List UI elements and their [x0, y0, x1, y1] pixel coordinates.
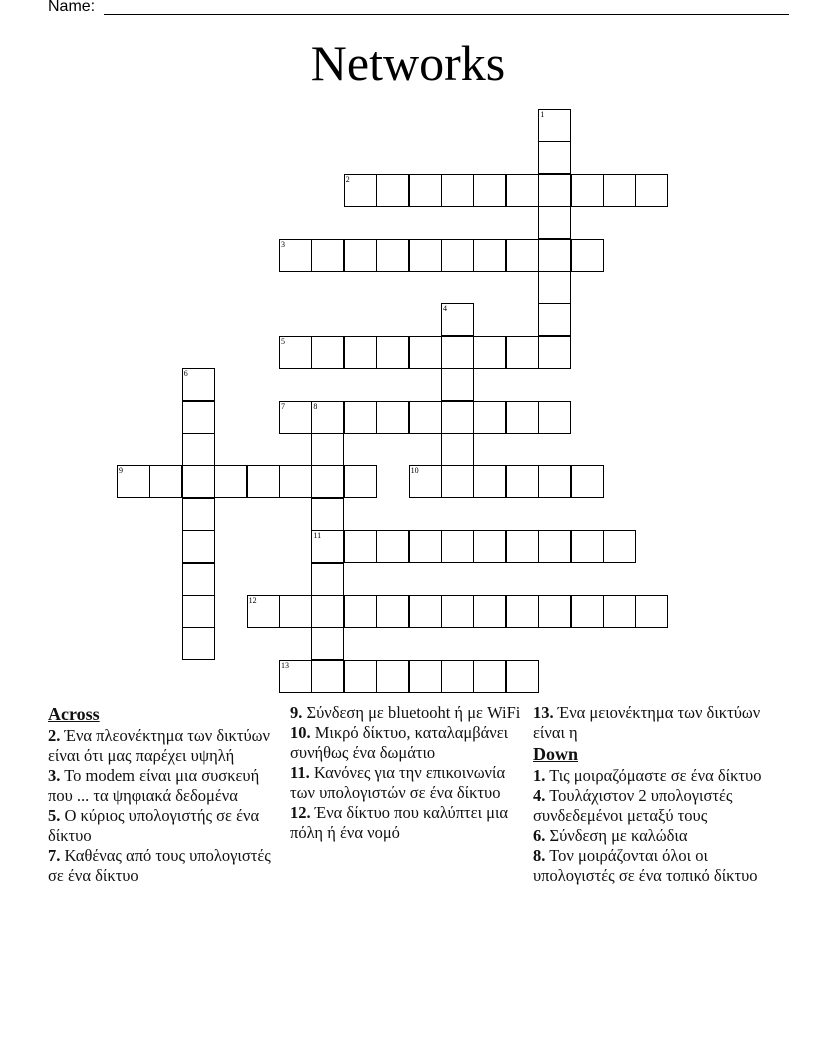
- grid-cell[interactable]: [603, 595, 636, 628]
- grid-cell[interactable]: [182, 627, 215, 660]
- clue-across-3: [48, 766, 283, 806]
- clue-text: Καθένας από τους υπολογιστές σε ένα δίκτυο: [48, 846, 271, 885]
- cell-number: 3: [281, 239, 285, 249]
- page-title: Networks: [310, 35, 506, 91]
- grid-cell[interactable]: [538, 206, 571, 239]
- grid-cell[interactable]: [538, 239, 571, 272]
- grid-cell[interactable]: [409, 530, 442, 563]
- grid-cell[interactable]: [441, 336, 474, 369]
- grid-cell[interactable]: [538, 109, 571, 142]
- clue-number: 5.: [48, 806, 61, 825]
- grid-cell[interactable]: [538, 401, 571, 434]
- grid-cell[interactable]: [311, 465, 344, 498]
- cell-number: 9: [119, 466, 123, 476]
- grid-cell[interactable]: [506, 174, 539, 207]
- grid-cell[interactable]: [247, 595, 280, 628]
- clue-number: 13.: [533, 703, 554, 722]
- grid-cell[interactable]: [571, 595, 604, 628]
- grid-cell[interactable]: [538, 595, 571, 628]
- clues-column-1: [48, 703, 283, 886]
- grid-cell[interactable]: [603, 174, 636, 207]
- grid-cell[interactable]: [279, 239, 312, 272]
- clue-number: 6.: [533, 826, 546, 845]
- name-label: Name:: [48, 0, 96, 15]
- grid-cell[interactable]: [635, 174, 668, 207]
- clue-number: 1.: [533, 766, 546, 785]
- clue-down-4: [533, 786, 768, 826]
- grid-cell[interactable]: [279, 595, 312, 628]
- cell-number: 8: [313, 401, 318, 411]
- clue-text: Μικρό δίκτυο, καταλαμβάνει συνήθως ένα δωμάτιο: [290, 723, 509, 762]
- grid-cell[interactable]: [441, 530, 474, 563]
- grid-cell[interactable]: [441, 303, 474, 336]
- grid-cell[interactable]: [409, 595, 442, 628]
- clue-number: 8.: [533, 846, 546, 865]
- grid-cell[interactable]: [538, 174, 571, 207]
- cell-number: 2: [345, 174, 350, 184]
- grid-cell[interactable]: [344, 595, 377, 628]
- grid-cell[interactable]: [344, 465, 377, 498]
- across-heading: Across: [48, 704, 100, 724]
- clue-down-8: [533, 846, 768, 886]
- clue-number: 10.: [290, 723, 311, 742]
- grid-cell[interactable]: [376, 401, 409, 434]
- grid-cell[interactable]: [506, 660, 539, 693]
- grid-cell[interactable]: [441, 660, 474, 693]
- grid-cell[interactable]: [344, 239, 377, 272]
- grid-cell[interactable]: [182, 563, 215, 596]
- cell-number: 12: [248, 596, 257, 605]
- grid-cell[interactable]: [538, 141, 571, 174]
- grid-cell[interactable]: [441, 239, 474, 272]
- grid-cell[interactable]: [376, 530, 409, 563]
- clue-text: Ένα πλεονέκτημα των δικτύων είναι ότι μας παρέχει υψηλή: [48, 726, 270, 765]
- clue-number: 3.: [48, 766, 61, 785]
- clues-column-2: [290, 703, 525, 843]
- grid-cell[interactable]: [311, 433, 344, 466]
- clue-number: 2.: [48, 726, 61, 745]
- grid-cell[interactable]: [538, 465, 571, 498]
- grid-cell[interactable]: [571, 174, 604, 207]
- down-heading: Down: [533, 744, 579, 764]
- grid-cell[interactable]: [441, 401, 474, 434]
- clue-text: Ένα μειονέκτημα των δικτύων είναι η: [533, 703, 761, 742]
- grid-cell[interactable]: [441, 595, 474, 628]
- grid-cell[interactable]: [376, 595, 409, 628]
- grid-cell[interactable]: [344, 660, 377, 693]
- grid-cell[interactable]: [344, 530, 377, 563]
- clue-across-11: [290, 763, 525, 803]
- clue-down-6: [533, 826, 768, 846]
- clue-text: Κανόνες για την επικοινωνία των υπολογιστών σε ένα δίκτυο: [290, 763, 506, 802]
- grid-cell[interactable]: [441, 174, 474, 207]
- grid-cell[interactable]: [311, 530, 344, 563]
- clue-number: 7.: [48, 846, 61, 865]
- clue-text: Ένα δίκτυο που καλύπτει μια πόλη ή ένα νομό: [290, 803, 509, 842]
- grid-cell[interactable]: [538, 303, 571, 336]
- grid-cell[interactable]: [311, 595, 344, 628]
- grid-cell[interactable]: [473, 174, 506, 207]
- grid-cell[interactable]: [409, 465, 442, 498]
- grid-cell[interactable]: [311, 401, 344, 434]
- grid-cell[interactable]: [182, 595, 215, 628]
- grid-cell[interactable]: [344, 401, 377, 434]
- grid-cell[interactable]: [571, 465, 604, 498]
- cell-number: 1: [540, 110, 545, 119]
- clue-across-12: [290, 803, 525, 843]
- clue-across-10: [290, 723, 525, 763]
- grid-cell[interactable]: [473, 239, 506, 272]
- clue-text: Τουλάχιστον 2 υπολογιστές συνδεδεμένοι μεταξύ τους: [533, 786, 733, 825]
- grid-cell[interactable]: [506, 595, 539, 628]
- grid-cell[interactable]: [279, 660, 312, 693]
- clue-across-2: [48, 726, 283, 766]
- cell-number: 10: [410, 466, 419, 476]
- cell-number: 7: [281, 401, 285, 411]
- grid-cell[interactable]: [344, 174, 377, 207]
- grid-cell[interactable]: [376, 660, 409, 693]
- grid-cell[interactable]: [441, 465, 474, 498]
- cell-number: 5: [281, 336, 285, 346]
- cell-number: 6: [183, 369, 188, 379]
- grid-cell[interactable]: [409, 239, 442, 272]
- clue-text: Τον μοιράζονται όλοι οι υπολογιστές σε ένα τοπικό δίκτυο: [533, 846, 758, 885]
- grid-cell[interactable]: [571, 530, 604, 563]
- grid-cell[interactable]: [247, 465, 280, 498]
- grid-cell[interactable]: [311, 627, 344, 660]
- clue-across-9: [290, 703, 525, 723]
- grid-cell[interactable]: [409, 174, 442, 207]
- clue-text: Ο κύριος υπολογιστής σε ένα δίκτυο: [48, 806, 260, 845]
- grid-cell[interactable]: [473, 530, 506, 563]
- grid-cell[interactable]: [311, 660, 344, 693]
- grid-cell[interactable]: [182, 530, 215, 563]
- grid-cell[interactable]: [506, 401, 539, 434]
- clue-across-7: [48, 846, 283, 886]
- grid-cell[interactable]: [182, 368, 215, 401]
- grid-cell[interactable]: [182, 433, 215, 466]
- grid-cell[interactable]: [311, 239, 344, 272]
- grid-cell[interactable]: [214, 465, 247, 498]
- grid-cell[interactable]: [473, 336, 506, 369]
- grid-cell[interactable]: [182, 498, 215, 531]
- clue-text: Το modem είναι μια συσκευή που ... τα ψηφιακά δεδομένα: [48, 766, 260, 805]
- grid-cell[interactable]: [506, 336, 539, 369]
- grid-cell[interactable]: [311, 498, 344, 531]
- clue-text: Σύνδεση με bluetooht ή με WiFi: [306, 703, 521, 722]
- clue-across-5: [48, 806, 283, 846]
- clue-number: 11.: [290, 763, 310, 782]
- grid-cell[interactable]: [409, 660, 442, 693]
- grid-cell[interactable]: [473, 660, 506, 693]
- grid-cell[interactable]: [182, 465, 215, 498]
- clues-column-3: [533, 703, 768, 886]
- grid-cell[interactable]: [409, 336, 442, 369]
- cell-number: 4: [443, 304, 447, 314]
- grid-cell[interactable]: [182, 401, 215, 434]
- clue-number: 4.: [533, 786, 546, 805]
- clue-text: Τις μοιραζόμαστε σε ένα δίκτυο: [549, 766, 762, 785]
- grid-cell[interactable]: [441, 433, 474, 466]
- grid-cell[interactable]: [473, 465, 506, 498]
- cell-number: 11: [313, 531, 322, 541]
- clue-number: 12.: [290, 803, 311, 822]
- grid-cell[interactable]: [149, 465, 182, 498]
- clue-text: Σύνδεση με καλώδια: [549, 826, 688, 845]
- grid-cell[interactable]: [538, 530, 571, 563]
- grid-cell[interactable]: [376, 336, 409, 369]
- clue-across-13: [533, 703, 768, 743]
- grid-cell[interactable]: [571, 239, 604, 272]
- grid-cell[interactable]: [603, 530, 636, 563]
- grid-cell[interactable]: [409, 401, 442, 434]
- clue-number: 9.: [290, 703, 303, 722]
- grid-cell[interactable]: [279, 336, 312, 369]
- grid-cell[interactable]: [376, 239, 409, 272]
- grid-cell[interactable]: [538, 271, 571, 304]
- grid-cell[interactable]: [506, 530, 539, 563]
- grid-cell[interactable]: [344, 336, 377, 369]
- grid-cell[interactable]: [441, 368, 474, 401]
- grid-cell[interactable]: [279, 465, 312, 498]
- grid-cell[interactable]: [506, 465, 539, 498]
- grid-cell[interactable]: [635, 595, 668, 628]
- grid-cell[interactable]: [538, 336, 571, 369]
- grid-cell[interactable]: [473, 595, 506, 628]
- grid-cell[interactable]: [376, 174, 409, 207]
- grid-cell[interactable]: [473, 401, 506, 434]
- cell-number: 13: [281, 660, 289, 670]
- grid-cell[interactable]: [311, 336, 344, 369]
- grid-cell[interactable]: [279, 401, 312, 434]
- clue-down-1: [533, 766, 768, 786]
- grid-cell[interactable]: [311, 563, 344, 596]
- grid-cell[interactable]: [506, 239, 539, 272]
- grid-cell[interactable]: [117, 465, 150, 498]
